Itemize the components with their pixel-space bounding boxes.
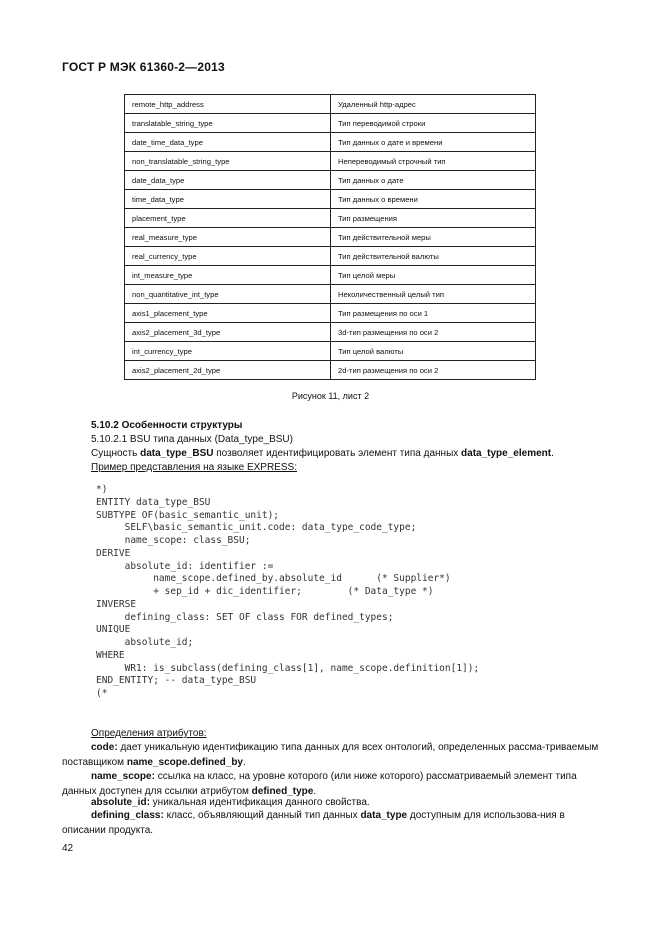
table-row bbox=[125, 190, 536, 209]
figure-caption: Рисунок 11, лист 2 bbox=[291, 391, 370, 401]
table-cell-description: Тип целой валюты bbox=[331, 342, 536, 361]
table-cell-description: Тип размещения bbox=[331, 209, 536, 228]
table-cell-type-name: axis1_placement_type bbox=[125, 304, 331, 323]
code-line: SUBTYPE OF(basic_semantic_unit); bbox=[96, 509, 280, 521]
table-cell-type-name: axis2_placement_3d_type bbox=[125, 323, 331, 342]
table-cell-type-name: remote_http_address bbox=[125, 95, 331, 114]
table-row bbox=[125, 342, 536, 361]
code-line: defining_class: SET OF class FOR defined_types; bbox=[96, 611, 394, 623]
definition-name-scope: name_scope: ссылка на класс, на уровне которого (или ниже которого) рассматриваемый элемент типа данных доступен для ссылки атрибутом defined_type. bbox=[62, 771, 577, 797]
table-row bbox=[125, 266, 536, 285]
table-row bbox=[125, 304, 536, 323]
table-row bbox=[125, 323, 536, 342]
table-cell-type-name: int_measure_type bbox=[125, 266, 331, 285]
table-cell-description: Непереводимый строчный тип bbox=[331, 152, 536, 171]
table-row bbox=[125, 247, 536, 266]
table-cell-description: Тип данных о дате bbox=[331, 171, 536, 190]
table-cell-type-name: real_measure_type bbox=[125, 228, 331, 247]
table-cell-description: 2d-тип размещения по оси 2 bbox=[331, 361, 536, 380]
table-cell-description: Тип переводимой строки bbox=[331, 114, 536, 133]
code-line: UNIQUE bbox=[96, 624, 131, 636]
type-mapping-table bbox=[124, 94, 536, 380]
code-line: absolute_id: identifier := bbox=[96, 560, 274, 572]
code-line: name_scope: class_BSU; bbox=[96, 535, 251, 546]
table-cell-description: Тип размещения по оси 1 bbox=[331, 304, 536, 323]
table-cell-type-name: real_currency_type bbox=[125, 247, 331, 266]
table-cell-description: Тип данных о времени bbox=[331, 190, 536, 209]
code-line: WHERE bbox=[96, 649, 125, 661]
table-cell-type-name: date_data_type bbox=[125, 171, 331, 190]
table-row bbox=[125, 171, 536, 190]
table-cell-type-name: non_quantitative_int_type bbox=[125, 285, 331, 304]
document-header: ГОСТ Р МЭК 61360-2—2013 bbox=[62, 60, 225, 74]
table-cell-description: Тип действительной валюты bbox=[331, 247, 536, 266]
section-title: 5.10.2 Особенности структуры bbox=[91, 420, 243, 431]
table-cell-type-name: placement_type bbox=[125, 209, 331, 228]
code-line: (* bbox=[96, 688, 108, 699]
table-cell-type-name: axis2_placement_2d_type bbox=[125, 361, 331, 380]
code-line: absolute_id; bbox=[96, 637, 194, 648]
code-line: DERIVE bbox=[96, 547, 131, 559]
definitions-title: Определения атрибутов: bbox=[91, 728, 207, 739]
page-number: 42 bbox=[62, 843, 74, 854]
table-cell-type-name: date_time_data_type bbox=[125, 133, 331, 152]
table-cell-type-name: time_data_type bbox=[125, 190, 331, 209]
paragraph-entity-description: Сущность data_type_BSU позволяет идентифицировать элемент типа данных data_type_element. bbox=[91, 448, 554, 459]
table-cell-description: 3d-тип размещения по оси 2 bbox=[331, 323, 536, 342]
table-row bbox=[125, 114, 536, 133]
table-cell-type-name: translatable_string_type bbox=[125, 114, 331, 133]
table-row bbox=[125, 285, 536, 304]
code-line: *) bbox=[96, 484, 108, 495]
code-line: INVERSE bbox=[96, 598, 137, 610]
table-cell-description: Тип действительной меры bbox=[331, 228, 536, 247]
table-cell-description: Тип целой меры bbox=[331, 266, 536, 285]
table-row bbox=[125, 228, 536, 247]
definition-code: code: дает уникальную идентификацию типа данных для всех онтологий, определенных рассма-триваемым поставщиком name_scope.defined_by. bbox=[62, 742, 599, 768]
code-line: name_scope.defined_by.absolute_id (* Supplier*) bbox=[96, 573, 451, 585]
table-cell-description: Тип данных о дате и времени bbox=[331, 133, 536, 152]
subsection-title: 5.10.2.1 BSU типа данных (Data_type_BSU) bbox=[91, 434, 293, 445]
example-label: Пример представления на языке EXPRESS: bbox=[91, 462, 297, 473]
definition-absolute-id: absolute_id: уникальная идентификация данного свойства. bbox=[91, 797, 370, 808]
table-row bbox=[125, 152, 536, 171]
table-row bbox=[125, 133, 536, 152]
table-cell-type-name: non_translatable_string_type bbox=[125, 152, 331, 171]
code-line: WR1: is_subclass(defining_class[1], name_scope.definition[1]); bbox=[96, 662, 480, 674]
table-row bbox=[125, 95, 536, 114]
code-line: SELF\basic_semantic_unit.code: data_type_code_type; bbox=[96, 522, 417, 534]
code-line: END_ENTITY; -- data_type_BSU bbox=[96, 675, 257, 687]
table-cell-description: Удаленный http-адрес bbox=[331, 95, 536, 114]
table-row bbox=[125, 209, 536, 228]
express-code-block bbox=[96, 484, 479, 701]
code-line: + sep_id + dic_identifier; (* Data_type *) bbox=[96, 586, 434, 597]
table-row bbox=[125, 361, 536, 380]
definition-defining-class: defining_class: класс, объявляющий данный тип данных data_type доступным для использова-ния в описании продукта. bbox=[62, 810, 565, 836]
table-cell-type-name: int_currency_type bbox=[125, 342, 331, 361]
code-line: ENTITY data_type_BSU bbox=[96, 496, 211, 508]
table-cell-description: Неколичественный целый тип bbox=[331, 285, 536, 304]
